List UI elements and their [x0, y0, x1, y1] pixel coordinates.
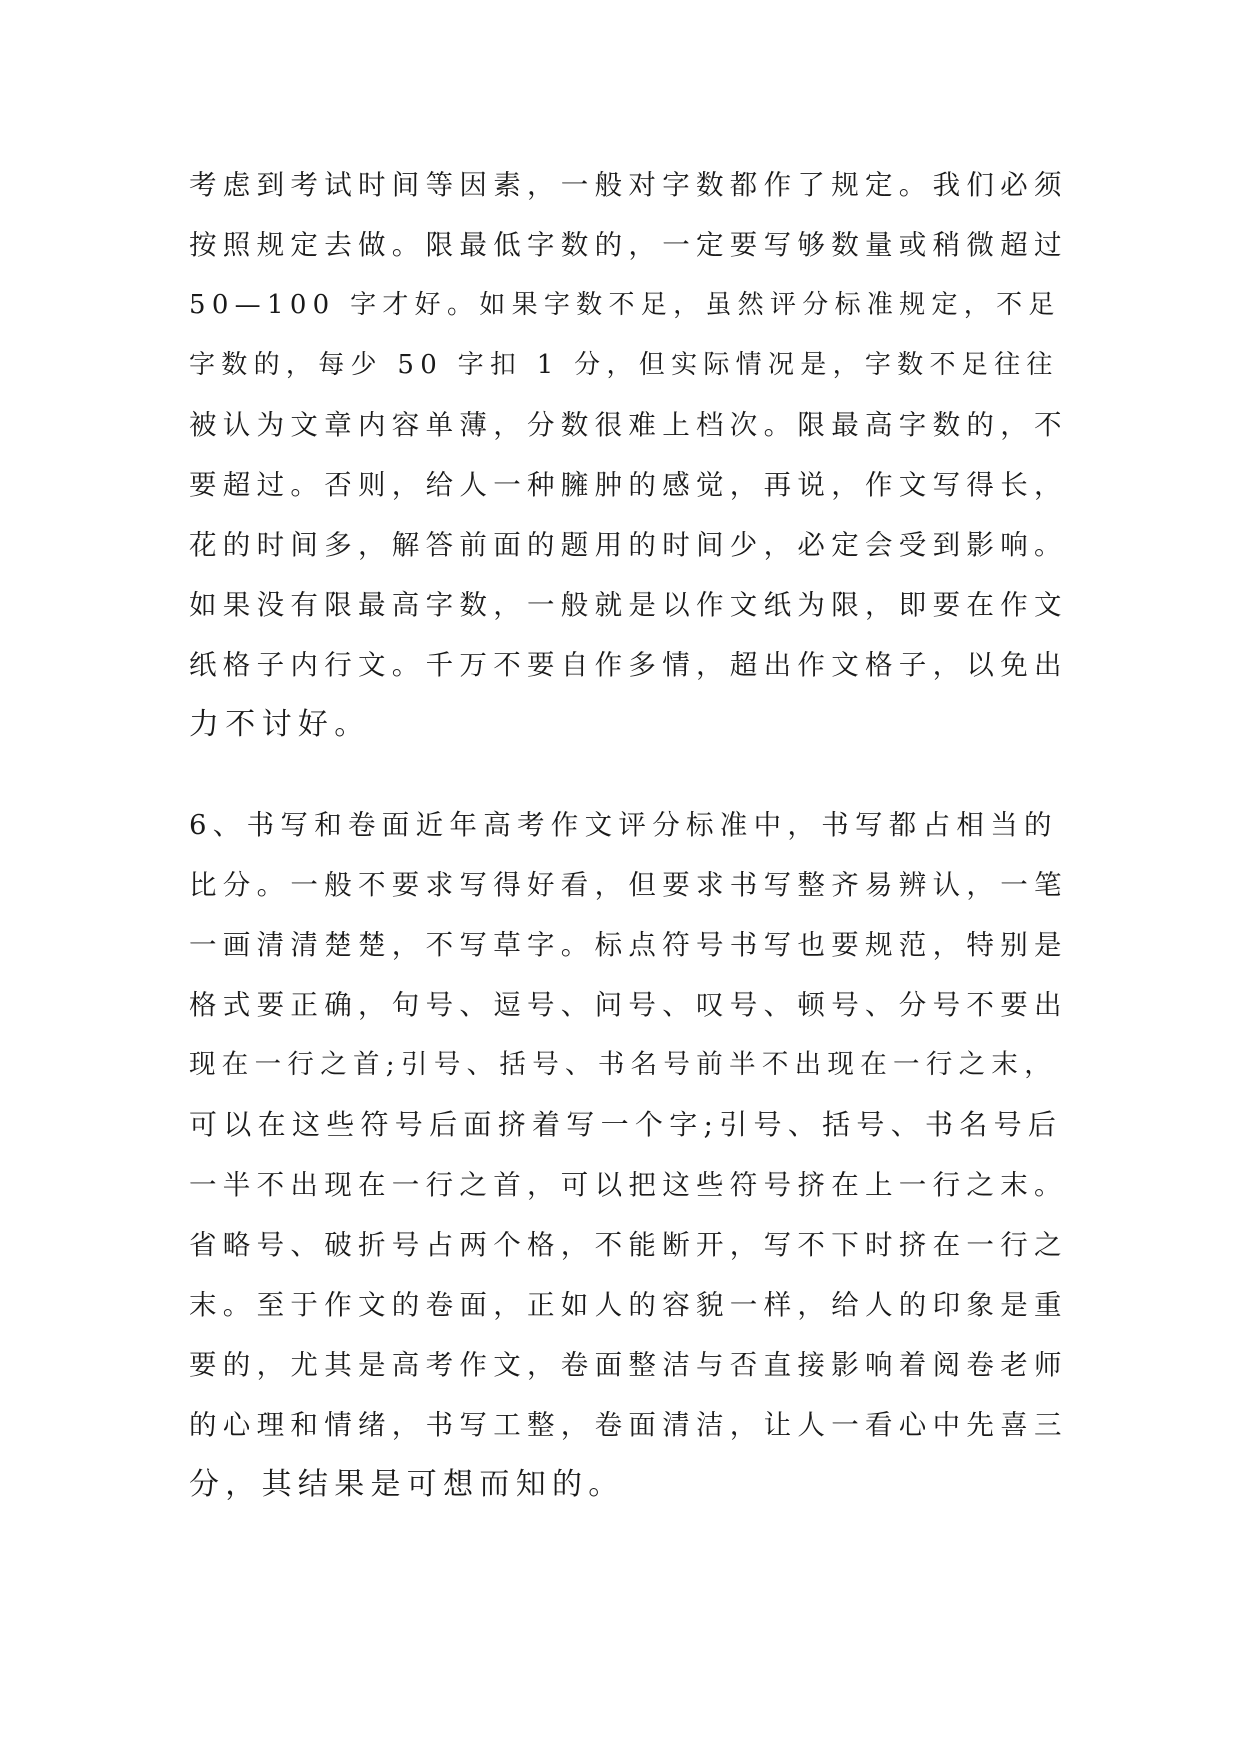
paragraph-line: 力不讨好。 — [189, 707, 371, 742]
paragraph-line: 末。至于作文的卷面，正如人的容貌一样，给人的印象是重 — [189, 1289, 1068, 1321]
paragraph-line: 被认为文章内容单薄，分数很难上档次。限最高字数的，不 — [189, 409, 1068, 441]
paragraph-word-count — [189, 155, 1069, 755]
paragraph-handwriting-layout — [189, 795, 1069, 1515]
paragraph-line: 的心理和情绪，书写工整，卷面清洁，让人一看心中先喜三 — [189, 1409, 1068, 1441]
paragraph-line: 花的时间多，解答前面的题用的时间少，必定会受到影响。 — [189, 529, 1068, 561]
paragraph-line: 要的，尤其是高考作文，卷面整洁与否直接影响着阅卷老师 — [189, 1349, 1068, 1381]
paragraph-line: 一半不出现在一行之首，可以把这些符号挤在上一行之末。 — [189, 1169, 1068, 1201]
paragraph-line: 省略号、破折号占两个格，不能断开，写不下时挤在一行之 — [189, 1229, 1068, 1261]
paragraph-line: 一画清清楚楚，不写草字。标点符号书写也要规范，特别是 — [189, 929, 1068, 961]
paragraph-line: 按照规定去做。限最低字数的，一定要写够数量或稍微超过 — [189, 229, 1068, 261]
paragraph-line: 6、书写和卷面近年高考作文评分标准中，书写都占相当的 — [189, 809, 1058, 841]
paragraph-line: 如果没有限最高字数，一般就是以作文纸为限，即要在作文 — [189, 589, 1068, 621]
paragraph-line: 可以在这些符号后面挤着写一个字;引号、括号、书名号后 — [189, 1108, 1063, 1141]
paragraph-line: 分，其结果是可想而知的。 — [189, 1467, 625, 1502]
paragraph-line: 50—100 字才好。如果字数不足，虽然评分标准规定，不足 — [189, 290, 1061, 320]
paragraph-line: 纸格子内行文。千万不要自作多情，超出作文格子，以免出 — [189, 649, 1068, 681]
paragraph-line: 要超过。否则，给人一种臃肿的感觉，再说，作文写得长， — [189, 469, 1068, 501]
paragraph-line: 格式要正确，句号、逗号、问号、叹号、顿号、分号不要出 — [189, 989, 1068, 1021]
paragraph-line: 现在一行之首;引号、括号、书名号前半不出现在一行之末， — [189, 1049, 1058, 1080]
paragraph-line: 考虑到考试时间等因素，一般对字数都作了规定。我们必须 — [189, 169, 1068, 201]
paragraph-line: 比分。一般不要求写得好看，但要求书写整齐易辨认，一笔 — [189, 869, 1068, 901]
paragraph-line: 字数的，每少 50 字扣 1 分，但实际情况是，字数不足往往 — [189, 350, 1059, 380]
